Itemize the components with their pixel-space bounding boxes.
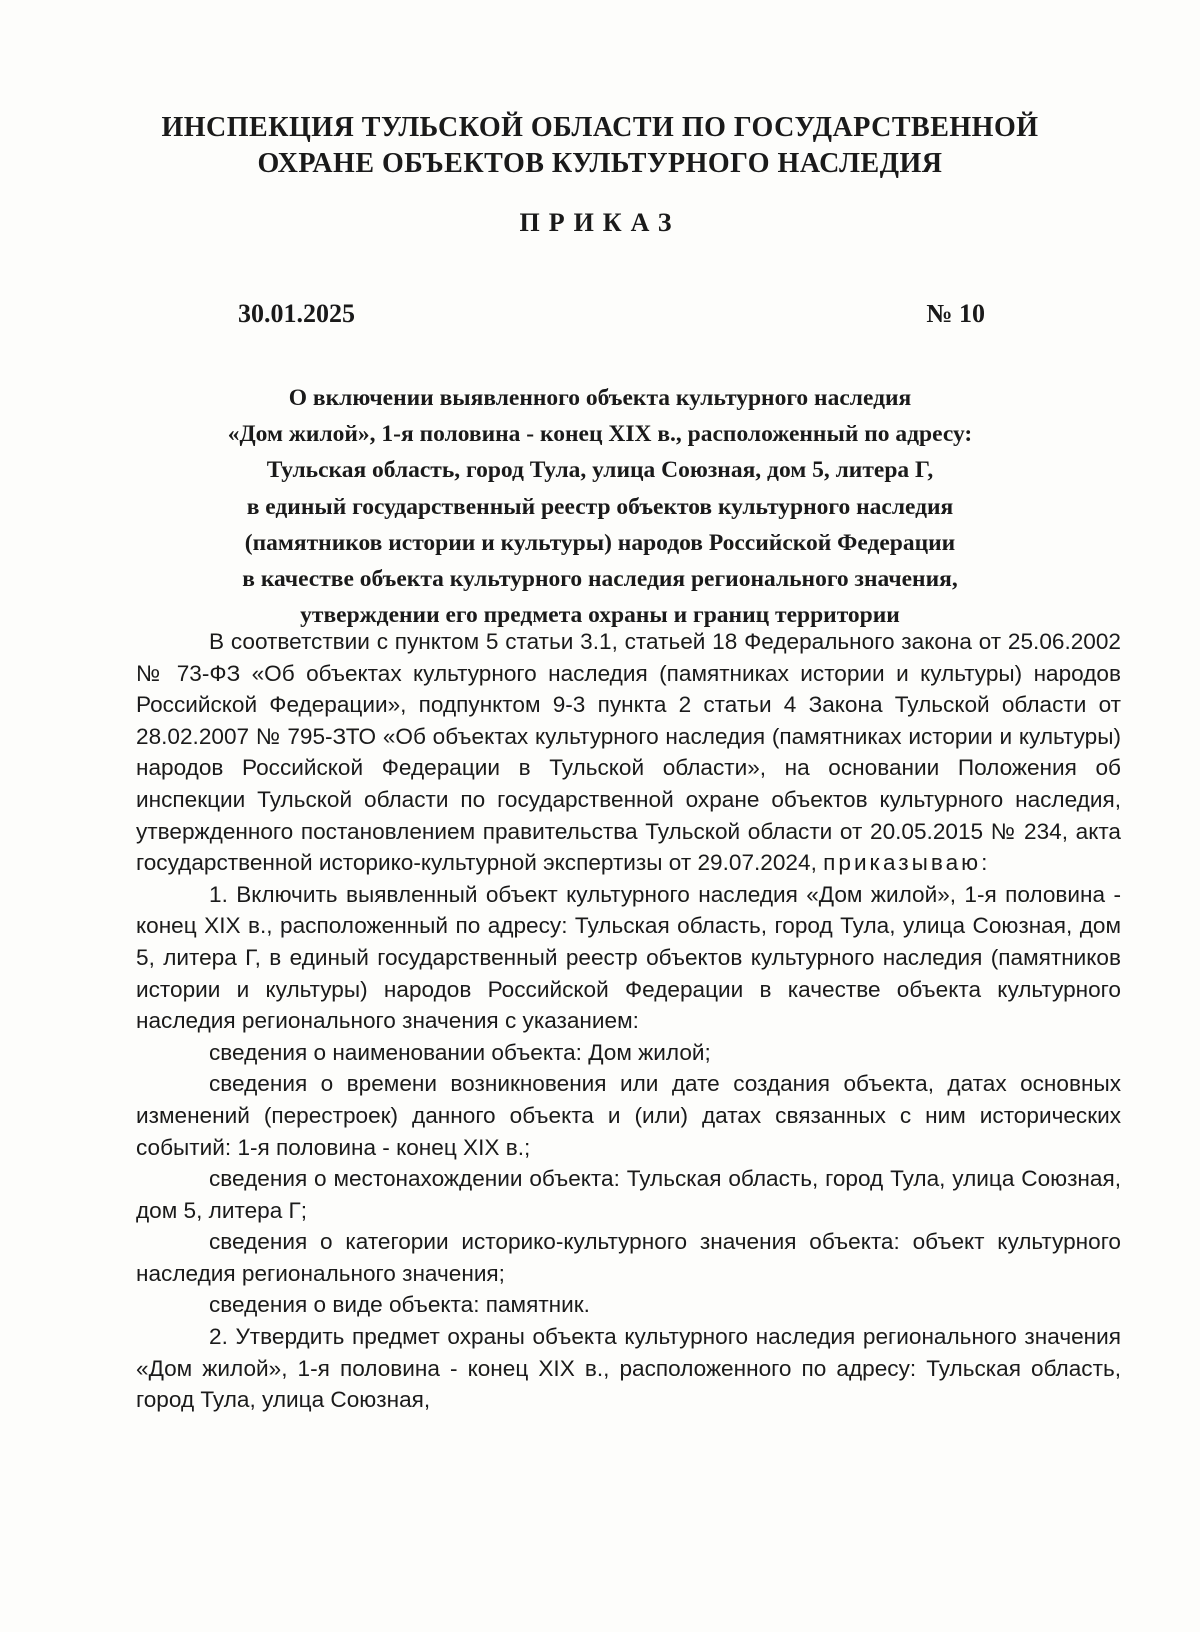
item-1-paragraph: 1. Включить выявленный объект культурного наследия «Дом жилой», 1-я половина - конец XIX в., расположенный по адресу: Тульская область, город Тула, улица Союзная, дом 5, литера Г, в единый государственный реестр объектов культурного наследия (памятников истории и культуры) народов Российской Федерации в качестве объекта культурного наследия регионального значения с указанием: xyxy=(136,881,1121,1034)
subject-line: Тульская область, город Тула, улица Союзная, дом 5, литера Г, xyxy=(266,457,934,484)
subject-line: в единый государственный реестр объектов культурного наследия xyxy=(246,493,954,520)
info-name-paragraph: сведения о наименовании объекта: Дом жилой; xyxy=(209,1039,711,1065)
issuer-header xyxy=(120,110,1080,182)
document-date: 30.01.2025 xyxy=(238,299,355,328)
document-subject xyxy=(130,380,1070,633)
preamble-text: В соответствии с пунктом 5 статьи 3.1, статьей 18 Федерального закона от 25.06.2002 № 73-ФЗ «Об объектах культурного наследия (памятниках истории и культуры) народов Российской Федерации», подпунктом 9-3 пункта 2 статьи 4 Закона Тульской области от 28.02.2007 № 795-ЗТО «Об объектах культурного наследия (памятниках истории и культуры) народов Российской Федерации в Тульской области», на основании Положения об инспекции Тульской области по государственной охране объектов культурного наследия, утвержденного постановлением правительства Тульской области от 20.05.2015 № 234, акта государственной историко-культурной экспертизы от 29.07.2024, xyxy=(136,629,1121,876)
info-category-paragraph: сведения о категории историко-культурного значения объекта: объект культурного наследия регионального значения; xyxy=(136,1229,1121,1286)
subject-line: в качестве объекта культурного наследия регионального значения, xyxy=(242,566,958,593)
subject-line: О включении выявленного объекта культурного наследия xyxy=(288,385,912,411)
document-body xyxy=(136,626,1121,1416)
subject-line: утверждении его предмета охраны и границ территории xyxy=(300,602,900,629)
document-number: № 10 xyxy=(926,299,985,328)
issuer-line-1: ИНСПЕКЦИЯ ТУЛЬСКОЙ ОБЛАСТИ ПО ГОСУДАРСТВЕННОЙ xyxy=(161,112,1039,143)
order-keyword: приказываю: xyxy=(823,850,991,876)
item-2-paragraph: 2. Утвердить предмет охраны объекта культурного наследия регионального значения «Дом жилой», 1-я половина - конец XIX в., расположенного по адресу: Тульская область, город Тула, улица Союзная, xyxy=(136,1324,1121,1413)
issuer-line-2: ОХРАНЕ ОБЪЕКТОВ КУЛЬТУРНОГО НАСЛЕДИЯ xyxy=(257,148,943,179)
info-time-paragraph: сведения о времени возникновения или дате создания объекта, датах основных изменений (перестроек) данного объекта и (или) датах связанных с ним исторических событий: 1-я половина - конец XIX в.; xyxy=(136,1071,1121,1160)
subject-line: «Дом жилой», 1-я половина - конец XIX в., расположенный по адресу: xyxy=(227,421,973,448)
subject-line: (памятников истории и культуры) народов Российской Федерации xyxy=(244,529,956,556)
preamble-paragraph xyxy=(136,626,1121,879)
info-kind-paragraph: сведения о виде объекта: памятник. xyxy=(209,1292,590,1318)
info-location-paragraph: сведения о местонахождении объекта: Тульская область, город Тула, улица Союзная, дом 5, литера Г; xyxy=(136,1166,1121,1223)
document-type: ПРИКАЗ xyxy=(519,208,681,237)
